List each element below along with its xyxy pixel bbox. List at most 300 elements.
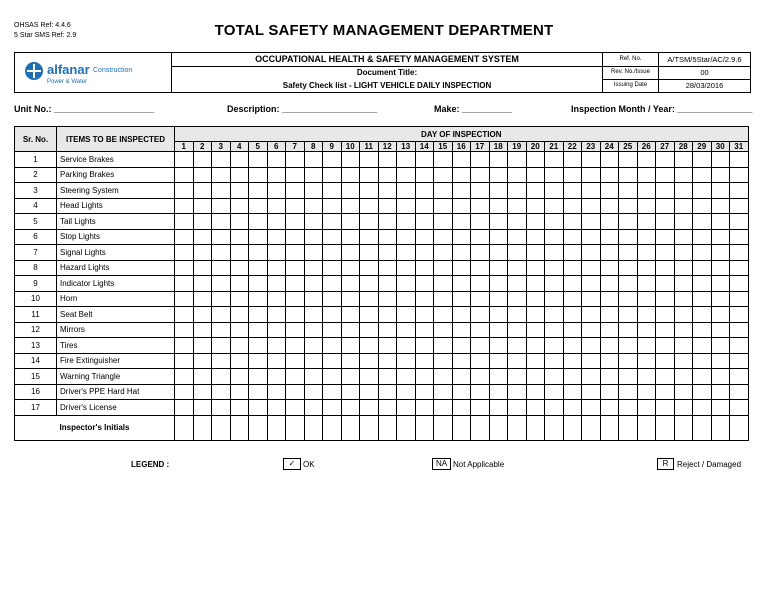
check-cell[interactable] — [341, 338, 360, 354]
check-cell[interactable] — [267, 384, 286, 400]
check-cell[interactable] — [397, 167, 416, 183]
check-cell[interactable] — [230, 353, 249, 369]
check-cell[interactable] — [304, 353, 323, 369]
check-cell[interactable] — [619, 214, 638, 230]
check-cell[interactable] — [341, 183, 360, 199]
check-cell[interactable] — [193, 307, 212, 323]
check-cell[interactable] — [600, 214, 619, 230]
check-cell[interactable] — [212, 260, 231, 276]
check-cell[interactable] — [360, 307, 379, 323]
check-cell[interactable] — [693, 214, 712, 230]
check-cell[interactable] — [471, 307, 490, 323]
check-cell[interactable] — [341, 245, 360, 261]
check-cell[interactable] — [619, 167, 638, 183]
check-cell[interactable] — [508, 384, 527, 400]
check-cell[interactable] — [600, 229, 619, 245]
check-cell[interactable] — [563, 338, 582, 354]
check-cell[interactable] — [378, 384, 397, 400]
check-cell[interactable] — [674, 384, 693, 400]
check-cell[interactable] — [563, 322, 582, 338]
check-cell[interactable] — [249, 183, 268, 199]
check-cell[interactable] — [434, 307, 453, 323]
check-cell[interactable] — [693, 183, 712, 199]
check-cell[interactable] — [193, 322, 212, 338]
check-cell[interactable] — [711, 369, 730, 385]
check-cell[interactable] — [175, 167, 194, 183]
check-cell[interactable] — [637, 276, 656, 292]
check-cell[interactable] — [360, 400, 379, 416]
initials-cell[interactable] — [526, 415, 545, 440]
check-cell[interactable] — [175, 152, 194, 168]
check-cell[interactable] — [637, 353, 656, 369]
check-cell[interactable] — [508, 260, 527, 276]
check-cell[interactable] — [452, 167, 471, 183]
check-cell[interactable] — [508, 338, 527, 354]
check-cell[interactable] — [323, 322, 342, 338]
check-cell[interactable] — [286, 276, 305, 292]
check-cell[interactable] — [267, 214, 286, 230]
check-cell[interactable] — [637, 400, 656, 416]
check-cell[interactable] — [508, 245, 527, 261]
check-cell[interactable] — [730, 214, 749, 230]
check-cell[interactable] — [637, 338, 656, 354]
check-cell[interactable] — [674, 183, 693, 199]
check-cell[interactable] — [230, 229, 249, 245]
check-cell[interactable] — [656, 245, 675, 261]
inspection-month-field[interactable]: Inspection Month / Year: _______________ — [571, 104, 753, 114]
check-cell[interactable] — [193, 183, 212, 199]
check-cell[interactable] — [545, 276, 564, 292]
initials-cell[interactable] — [619, 415, 638, 440]
check-cell[interactable] — [471, 152, 490, 168]
check-cell[interactable] — [175, 400, 194, 416]
check-cell[interactable] — [656, 384, 675, 400]
check-cell[interactable] — [230, 307, 249, 323]
check-cell[interactable] — [360, 353, 379, 369]
check-cell[interactable] — [286, 307, 305, 323]
check-cell[interactable] — [711, 198, 730, 214]
check-cell[interactable] — [286, 369, 305, 385]
check-cell[interactable] — [693, 400, 712, 416]
check-cell[interactable] — [193, 276, 212, 292]
check-cell[interactable] — [508, 276, 527, 292]
check-cell[interactable] — [212, 384, 231, 400]
check-cell[interactable] — [693, 152, 712, 168]
check-cell[interactable] — [323, 260, 342, 276]
initials-cell[interactable] — [193, 415, 212, 440]
check-cell[interactable] — [637, 245, 656, 261]
check-cell[interactable] — [637, 198, 656, 214]
initials-cell[interactable] — [656, 415, 675, 440]
check-cell[interactable] — [730, 152, 749, 168]
check-cell[interactable] — [175, 276, 194, 292]
check-cell[interactable] — [323, 214, 342, 230]
check-cell[interactable] — [563, 260, 582, 276]
check-cell[interactable] — [471, 198, 490, 214]
check-cell[interactable] — [471, 245, 490, 261]
check-cell[interactable] — [619, 229, 638, 245]
check-cell[interactable] — [193, 214, 212, 230]
check-cell[interactable] — [619, 322, 638, 338]
check-cell[interactable] — [378, 167, 397, 183]
check-cell[interactable] — [286, 229, 305, 245]
check-cell[interactable] — [175, 229, 194, 245]
check-cell[interactable] — [489, 322, 508, 338]
check-cell[interactable] — [693, 384, 712, 400]
check-cell[interactable] — [360, 167, 379, 183]
check-cell[interactable] — [600, 183, 619, 199]
check-cell[interactable] — [378, 400, 397, 416]
check-cell[interactable] — [471, 369, 490, 385]
check-cell[interactable] — [693, 276, 712, 292]
check-cell[interactable] — [304, 307, 323, 323]
initials-cell[interactable] — [378, 415, 397, 440]
check-cell[interactable] — [304, 400, 323, 416]
check-cell[interactable] — [730, 307, 749, 323]
check-cell[interactable] — [637, 167, 656, 183]
check-cell[interactable] — [249, 338, 268, 354]
check-cell[interactable] — [489, 229, 508, 245]
check-cell[interactable] — [452, 260, 471, 276]
check-cell[interactable] — [545, 260, 564, 276]
check-cell[interactable] — [508, 400, 527, 416]
check-cell[interactable] — [674, 322, 693, 338]
check-cell[interactable] — [230, 369, 249, 385]
check-cell[interactable] — [175, 384, 194, 400]
check-cell[interactable] — [582, 353, 601, 369]
check-cell[interactable] — [471, 229, 490, 245]
check-cell[interactable] — [545, 167, 564, 183]
check-cell[interactable] — [489, 214, 508, 230]
check-cell[interactable] — [600, 353, 619, 369]
check-cell[interactable] — [582, 183, 601, 199]
check-cell[interactable] — [378, 198, 397, 214]
check-cell[interactable] — [175, 322, 194, 338]
check-cell[interactable] — [341, 307, 360, 323]
check-cell[interactable] — [452, 338, 471, 354]
check-cell[interactable] — [341, 198, 360, 214]
check-cell[interactable] — [508, 369, 527, 385]
check-cell[interactable] — [267, 152, 286, 168]
initials-cell[interactable] — [545, 415, 564, 440]
check-cell[interactable] — [341, 167, 360, 183]
check-cell[interactable] — [452, 229, 471, 245]
check-cell[interactable] — [730, 369, 749, 385]
check-cell[interactable] — [693, 291, 712, 307]
check-cell[interactable] — [193, 291, 212, 307]
check-cell[interactable] — [711, 167, 730, 183]
check-cell[interactable] — [230, 183, 249, 199]
initials-cell[interactable] — [600, 415, 619, 440]
check-cell[interactable] — [341, 276, 360, 292]
check-cell[interactable] — [730, 353, 749, 369]
check-cell[interactable] — [452, 276, 471, 292]
check-cell[interactable] — [526, 245, 545, 261]
check-cell[interactable] — [545, 291, 564, 307]
check-cell[interactable] — [730, 291, 749, 307]
check-cell[interactable] — [600, 307, 619, 323]
check-cell[interactable] — [730, 183, 749, 199]
check-cell[interactable] — [674, 291, 693, 307]
check-cell[interactable] — [397, 384, 416, 400]
initials-cell[interactable] — [637, 415, 656, 440]
check-cell[interactable] — [674, 245, 693, 261]
check-cell[interactable] — [711, 229, 730, 245]
check-cell[interactable] — [674, 400, 693, 416]
check-cell[interactable] — [656, 167, 675, 183]
check-cell[interactable] — [230, 167, 249, 183]
check-cell[interactable] — [563, 307, 582, 323]
initials-cell[interactable] — [452, 415, 471, 440]
check-cell[interactable] — [711, 291, 730, 307]
check-cell[interactable] — [397, 260, 416, 276]
check-cell[interactable] — [397, 291, 416, 307]
check-cell[interactable] — [526, 167, 545, 183]
check-cell[interactable] — [452, 384, 471, 400]
check-cell[interactable] — [452, 152, 471, 168]
check-cell[interactable] — [286, 152, 305, 168]
check-cell[interactable] — [304, 384, 323, 400]
check-cell[interactable] — [545, 338, 564, 354]
check-cell[interactable] — [471, 338, 490, 354]
check-cell[interactable] — [323, 198, 342, 214]
check-cell[interactable] — [341, 214, 360, 230]
check-cell[interactable] — [434, 167, 453, 183]
check-cell[interactable] — [582, 338, 601, 354]
check-cell[interactable] — [545, 214, 564, 230]
check-cell[interactable] — [656, 276, 675, 292]
check-cell[interactable] — [489, 167, 508, 183]
check-cell[interactable] — [212, 353, 231, 369]
initials-cell[interactable] — [341, 415, 360, 440]
check-cell[interactable] — [730, 245, 749, 261]
check-cell[interactable] — [489, 384, 508, 400]
check-cell[interactable] — [545, 369, 564, 385]
check-cell[interactable] — [545, 384, 564, 400]
check-cell[interactable] — [286, 291, 305, 307]
check-cell[interactable] — [397, 322, 416, 338]
check-cell[interactable] — [360, 214, 379, 230]
check-cell[interactable] — [212, 400, 231, 416]
check-cell[interactable] — [730, 400, 749, 416]
check-cell[interactable] — [582, 260, 601, 276]
check-cell[interactable] — [212, 214, 231, 230]
check-cell[interactable] — [212, 198, 231, 214]
check-cell[interactable] — [434, 353, 453, 369]
check-cell[interactable] — [656, 229, 675, 245]
check-cell[interactable] — [582, 229, 601, 245]
check-cell[interactable] — [323, 338, 342, 354]
check-cell[interactable] — [378, 338, 397, 354]
check-cell[interactable] — [471, 291, 490, 307]
check-cell[interactable] — [526, 384, 545, 400]
check-cell[interactable] — [508, 152, 527, 168]
check-cell[interactable] — [378, 229, 397, 245]
check-cell[interactable] — [600, 245, 619, 261]
check-cell[interactable] — [526, 369, 545, 385]
check-cell[interactable] — [582, 152, 601, 168]
check-cell[interactable] — [619, 245, 638, 261]
check-cell[interactable] — [304, 152, 323, 168]
check-cell[interactable] — [526, 291, 545, 307]
check-cell[interactable] — [175, 198, 194, 214]
check-cell[interactable] — [415, 260, 434, 276]
check-cell[interactable] — [508, 214, 527, 230]
check-cell[interactable] — [267, 183, 286, 199]
check-cell[interactable] — [637, 260, 656, 276]
check-cell[interactable] — [545, 353, 564, 369]
check-cell[interactable] — [619, 338, 638, 354]
check-cell[interactable] — [304, 214, 323, 230]
check-cell[interactable] — [360, 260, 379, 276]
check-cell[interactable] — [619, 369, 638, 385]
check-cell[interactable] — [693, 322, 712, 338]
check-cell[interactable] — [693, 353, 712, 369]
check-cell[interactable] — [656, 400, 675, 416]
check-cell[interactable] — [563, 214, 582, 230]
check-cell[interactable] — [711, 307, 730, 323]
check-cell[interactable] — [600, 260, 619, 276]
initials-cell[interactable] — [175, 415, 194, 440]
check-cell[interactable] — [508, 167, 527, 183]
check-cell[interactable] — [489, 353, 508, 369]
check-cell[interactable] — [360, 338, 379, 354]
check-cell[interactable] — [193, 369, 212, 385]
check-cell[interactable] — [415, 229, 434, 245]
check-cell[interactable] — [397, 245, 416, 261]
check-cell[interactable] — [452, 369, 471, 385]
check-cell[interactable] — [434, 369, 453, 385]
check-cell[interactable] — [452, 245, 471, 261]
check-cell[interactable] — [508, 322, 527, 338]
check-cell[interactable] — [619, 291, 638, 307]
check-cell[interactable] — [304, 369, 323, 385]
check-cell[interactable] — [323, 167, 342, 183]
check-cell[interactable] — [249, 167, 268, 183]
initials-cell[interactable] — [711, 415, 730, 440]
check-cell[interactable] — [489, 369, 508, 385]
check-cell[interactable] — [730, 260, 749, 276]
check-cell[interactable] — [341, 353, 360, 369]
check-cell[interactable] — [193, 167, 212, 183]
check-cell[interactable] — [249, 229, 268, 245]
initials-cell[interactable] — [563, 415, 582, 440]
initials-cell[interactable] — [360, 415, 379, 440]
check-cell[interactable] — [434, 291, 453, 307]
check-cell[interactable] — [323, 384, 342, 400]
initials-cell[interactable] — [471, 415, 490, 440]
check-cell[interactable] — [489, 245, 508, 261]
check-cell[interactable] — [489, 307, 508, 323]
check-cell[interactable] — [193, 229, 212, 245]
check-cell[interactable] — [397, 183, 416, 199]
check-cell[interactable] — [230, 384, 249, 400]
check-cell[interactable] — [526, 338, 545, 354]
check-cell[interactable] — [600, 152, 619, 168]
check-cell[interactable] — [212, 307, 231, 323]
check-cell[interactable] — [249, 276, 268, 292]
check-cell[interactable] — [619, 183, 638, 199]
check-cell[interactable] — [286, 183, 305, 199]
check-cell[interactable] — [582, 167, 601, 183]
check-cell[interactable] — [526, 322, 545, 338]
check-cell[interactable] — [582, 307, 601, 323]
check-cell[interactable] — [415, 167, 434, 183]
check-cell[interactable] — [730, 384, 749, 400]
check-cell[interactable] — [415, 384, 434, 400]
initials-cell[interactable] — [730, 415, 749, 440]
check-cell[interactable] — [526, 214, 545, 230]
check-cell[interactable] — [452, 291, 471, 307]
check-cell[interactable] — [378, 152, 397, 168]
initials-cell[interactable] — [397, 415, 416, 440]
check-cell[interactable] — [193, 260, 212, 276]
check-cell[interactable] — [434, 384, 453, 400]
check-cell[interactable] — [286, 384, 305, 400]
check-cell[interactable] — [397, 338, 416, 354]
check-cell[interactable] — [415, 214, 434, 230]
check-cell[interactable] — [582, 291, 601, 307]
check-cell[interactable] — [711, 152, 730, 168]
check-cell[interactable] — [212, 369, 231, 385]
check-cell[interactable] — [637, 229, 656, 245]
make-field[interactable]: Make: __________ — [434, 104, 513, 114]
check-cell[interactable] — [175, 369, 194, 385]
check-cell[interactable] — [212, 245, 231, 261]
check-cell[interactable] — [637, 291, 656, 307]
check-cell[interactable] — [730, 167, 749, 183]
check-cell[interactable] — [415, 307, 434, 323]
check-cell[interactable] — [286, 214, 305, 230]
check-cell[interactable] — [267, 276, 286, 292]
check-cell[interactable] — [471, 183, 490, 199]
check-cell[interactable] — [489, 183, 508, 199]
check-cell[interactable] — [397, 369, 416, 385]
check-cell[interactable] — [434, 183, 453, 199]
check-cell[interactable] — [526, 353, 545, 369]
check-cell[interactable] — [452, 183, 471, 199]
check-cell[interactable] — [471, 400, 490, 416]
check-cell[interactable] — [175, 214, 194, 230]
check-cell[interactable] — [489, 291, 508, 307]
check-cell[interactable] — [360, 384, 379, 400]
check-cell[interactable] — [212, 338, 231, 354]
check-cell[interactable] — [323, 229, 342, 245]
check-cell[interactable] — [286, 260, 305, 276]
check-cell[interactable] — [434, 260, 453, 276]
check-cell[interactable] — [286, 198, 305, 214]
check-cell[interactable] — [434, 152, 453, 168]
check-cell[interactable] — [508, 183, 527, 199]
check-cell[interactable] — [397, 307, 416, 323]
check-cell[interactable] — [193, 198, 212, 214]
check-cell[interactable] — [711, 322, 730, 338]
check-cell[interactable] — [175, 260, 194, 276]
check-cell[interactable] — [434, 245, 453, 261]
check-cell[interactable] — [471, 214, 490, 230]
check-cell[interactable] — [730, 322, 749, 338]
initials-cell[interactable] — [693, 415, 712, 440]
check-cell[interactable] — [304, 229, 323, 245]
check-cell[interactable] — [397, 353, 416, 369]
check-cell[interactable] — [304, 322, 323, 338]
check-cell[interactable] — [267, 245, 286, 261]
check-cell[interactable] — [360, 369, 379, 385]
check-cell[interactable] — [674, 338, 693, 354]
check-cell[interactable] — [415, 152, 434, 168]
initials-cell[interactable] — [267, 415, 286, 440]
check-cell[interactable] — [304, 276, 323, 292]
